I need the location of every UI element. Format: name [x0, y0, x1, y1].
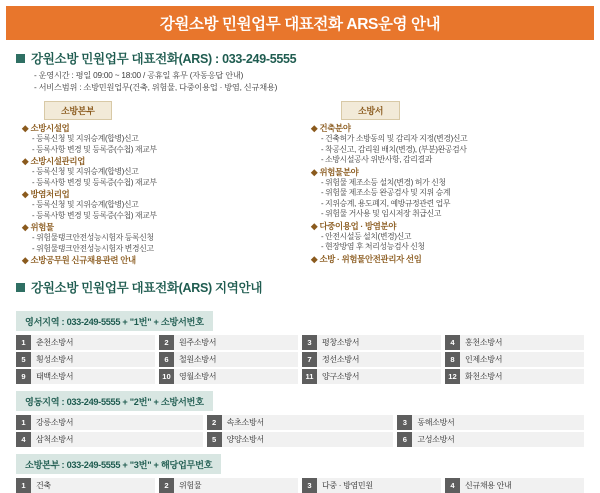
item-label: 정선소방서: [322, 355, 360, 364]
list-item: - 위험물탱크안전성능시험자 등록신청: [32, 233, 154, 242]
item-number: 12: [445, 369, 460, 384]
item-label: 속초소방서: [226, 418, 264, 427]
group-items: [321, 232, 586, 253]
page-banner: [6, 6, 594, 40]
list-item[interactable]: [397, 415, 584, 430]
group-items: [32, 134, 297, 155]
group-items: [32, 200, 297, 221]
list-item: - 안전시설등 설치(변경)신고: [321, 231, 412, 241]
item-number: 4: [445, 478, 460, 493]
list-item: - 등록사항 변경 및 등록증(수첩) 재교부: [32, 144, 157, 154]
item-number: 3: [397, 415, 412, 430]
section1-subline-1: - 운영시간 : 평일 09:00 ~ 18:00 / 공휴일 휴무 (자동응답 안내): [34, 71, 244, 80]
square-bullet-icon: [16, 54, 25, 63]
list-item[interactable]: [16, 415, 203, 430]
group-items: [321, 134, 586, 166]
area-grid-yeongseo: [16, 335, 584, 384]
item-number: 11: [302, 369, 317, 384]
list-item: - 등록신청 및 지위승계(합병)신고: [32, 167, 139, 176]
item-number: 2: [159, 335, 174, 350]
group-row: [311, 221, 586, 232]
group-row: [311, 123, 586, 134]
item-label: 양양소방서: [226, 435, 264, 444]
item-number: 1: [16, 415, 31, 430]
item-label: 횡성소방서: [36, 355, 74, 364]
list-item[interactable]: [16, 352, 155, 367]
diamond-bullet-icon: ◆: [311, 123, 318, 133]
list-item[interactable]: [302, 478, 441, 493]
item-number: 3: [302, 335, 317, 350]
column-headquarters: [22, 101, 297, 266]
item-number: 1: [16, 335, 31, 350]
item-number: 8: [445, 352, 460, 367]
item-label: 신규채용 안내: [465, 481, 512, 490]
group-row: [22, 156, 297, 167]
group-items: [32, 233, 297, 254]
item-label: 철원소방서: [179, 355, 217, 364]
group-row: [22, 255, 297, 266]
list-item: - 등록사항 변경 및 등록증(수첩) 재교부: [32, 177, 157, 187]
list-item[interactable]: [207, 432, 394, 447]
item-number: 2: [159, 478, 174, 493]
item-number: 4: [16, 432, 31, 447]
group-title: 소방시설업: [30, 123, 70, 133]
list-item: - 건축허가 소방동의 및 감리자 지정(변경)신고: [321, 134, 468, 143]
item-label: 위험물: [179, 481, 202, 490]
item-number: 5: [16, 352, 31, 367]
item-label: 강릉소방서: [36, 418, 74, 427]
item-label: 양구소방서: [322, 372, 360, 381]
page-title: 강원소방 민원업무 대표전화 ARS운영 안내: [159, 16, 441, 33]
column-body-fire-station: [311, 123, 586, 265]
section-heading-ars-phone: [16, 49, 600, 67]
group-title: 위험물: [30, 222, 54, 232]
square-bullet-icon: [16, 283, 25, 292]
list-item[interactable]: [159, 335, 298, 350]
list-item: - 현장방염 후 처리성능검사 신청: [321, 242, 425, 251]
group-row: [311, 167, 586, 178]
group-row: [22, 189, 297, 200]
group-title: 소방공무원 신규채용관련 안내: [30, 255, 136, 265]
item-number: 5: [207, 432, 222, 447]
item-number: 6: [397, 432, 412, 447]
item-label: 동해소방서: [417, 418, 455, 427]
diamond-bullet-icon: ◆: [22, 123, 29, 133]
list-item: - 착공신고, 감리원 배치(변경), (부분)완공검사: [321, 144, 467, 154]
item-number: 6: [159, 352, 174, 367]
group-items: [321, 178, 586, 220]
list-item[interactable]: [302, 335, 441, 350]
list-item: - 등록사항 변경 및 등록증(수첩) 재교부: [32, 210, 157, 220]
section1-title: 강원소방 민원업무 대표전화(ARS) : 033-249-5555: [31, 52, 297, 66]
item-label: 원주소방서: [179, 338, 217, 347]
group-title: 소방시설관리업: [30, 156, 85, 166]
list-item[interactable]: [16, 335, 155, 350]
item-number: 9: [16, 369, 31, 384]
column-body-headquarters: [22, 123, 297, 266]
area-grid-headquarters: [16, 478, 584, 493]
group-title: 다중이용업 · 방염분야: [319, 220, 397, 231]
list-item: - 소방시설공사 위반사항, 감리결과: [321, 155, 433, 164]
list-item: - 위험물 거사용 및 임시저장 취급신고: [321, 209, 442, 218]
list-item[interactable]: [16, 478, 155, 493]
list-item[interactable]: [445, 369, 584, 384]
diamond-bullet-icon: ◆: [311, 253, 318, 264]
item-label: 홍천소방서: [465, 338, 503, 347]
item-number: 2: [207, 415, 222, 430]
item-label: 다중 · 방염민원: [322, 481, 373, 490]
list-item: - 등록신청 및 지위승계(합병)신고: [32, 200, 139, 209]
area-group-bar-yeongdong: 영동지역 : 033-249-5555 + "2번" + 소방서번호: [16, 391, 213, 411]
group-title: 소방 · 위험물안전관리자 선임: [319, 253, 422, 264]
list-item[interactable]: [207, 415, 394, 430]
list-item[interactable]: [159, 478, 298, 493]
item-number: 7: [302, 352, 317, 367]
diamond-bullet-icon: ◆: [22, 255, 29, 265]
list-item[interactable]: [159, 352, 298, 367]
diamond-bullet-icon: ◆: [311, 220, 318, 231]
item-label: 영월소방서: [179, 372, 217, 381]
item-number: 3: [302, 478, 317, 493]
list-item[interactable]: [445, 335, 584, 350]
area-group-bar-headquarters: 소방본부 : 033-249-5555 + "3번" + 해당업무번호: [16, 454, 221, 474]
item-label: 화천소방서: [465, 372, 503, 381]
list-item[interactable]: [159, 369, 298, 384]
group-row: [311, 254, 586, 265]
item-label: 태백소방서: [36, 372, 74, 381]
group-items: [32, 167, 297, 188]
list-item[interactable]: [16, 432, 203, 447]
section2-title: 강원소방 민원업무 대표전화(ARS) 지역안내: [31, 281, 263, 295]
list-item[interactable]: [302, 352, 441, 367]
group-row: [22, 123, 297, 134]
area-grid-yeongdong: [16, 415, 584, 447]
item-label: 건축: [36, 481, 51, 490]
area-group-bar-yeongseo: 영서지역 : 033-249-5555 + "1번" + 소방서번호: [16, 311, 213, 331]
list-item: - 지위승계, 용도폐지, 예방규정관련 업무: [321, 198, 451, 208]
list-item[interactable]: [445, 352, 584, 367]
item-number: 4: [445, 335, 460, 350]
two-column-block: [22, 101, 586, 266]
list-item[interactable]: [302, 369, 441, 384]
list-item[interactable]: [445, 478, 584, 493]
column-tab-headquarters: 소방본부: [44, 101, 112, 120]
list-item: - 위험물 제조소등 설치(변경) 허가 신청: [321, 177, 446, 187]
list-item[interactable]: [16, 369, 155, 384]
item-label: 평창소방서: [322, 338, 360, 347]
item-label: 삼척소방서: [36, 435, 74, 444]
diamond-bullet-icon: ◆: [311, 166, 318, 177]
item-label: 고성소방서: [417, 435, 455, 444]
item-label: 춘천소방서: [36, 338, 74, 347]
diamond-bullet-icon: ◆: [22, 156, 29, 166]
group-title: 위험물분야: [319, 166, 359, 177]
item-label: 인제소방서: [465, 355, 503, 364]
column-fire-station: [311, 101, 586, 266]
item-number: 10: [159, 369, 174, 384]
area-guide-block: [16, 304, 584, 493]
list-item: - 위험물탱크안전성능시험자 변경신고: [32, 243, 154, 253]
diamond-bullet-icon: ◆: [22, 189, 29, 199]
section1-subline-2: - 서비스범위 : 소방민원업무(건축, 위험물, 다중이용업 · 방염, 신규채용): [34, 83, 278, 92]
item-number: 1: [16, 478, 31, 493]
group-row: [22, 222, 297, 233]
list-item[interactable]: [397, 432, 584, 447]
section-heading-area-guide: [16, 278, 600, 296]
group-title: 방염처리업: [30, 189, 70, 199]
ars-guide-page: [0, 6, 600, 490]
list-item: - 위험물 제조소등 완공검사 및 지위 승계: [321, 188, 451, 197]
diamond-bullet-icon: ◆: [22, 222, 29, 232]
list-item: - 등록신청 및 지위승계(합병)신고: [32, 134, 139, 143]
column-tab-fire-station: 소방서: [341, 101, 400, 120]
group-title: 건축분야: [319, 123, 351, 133]
